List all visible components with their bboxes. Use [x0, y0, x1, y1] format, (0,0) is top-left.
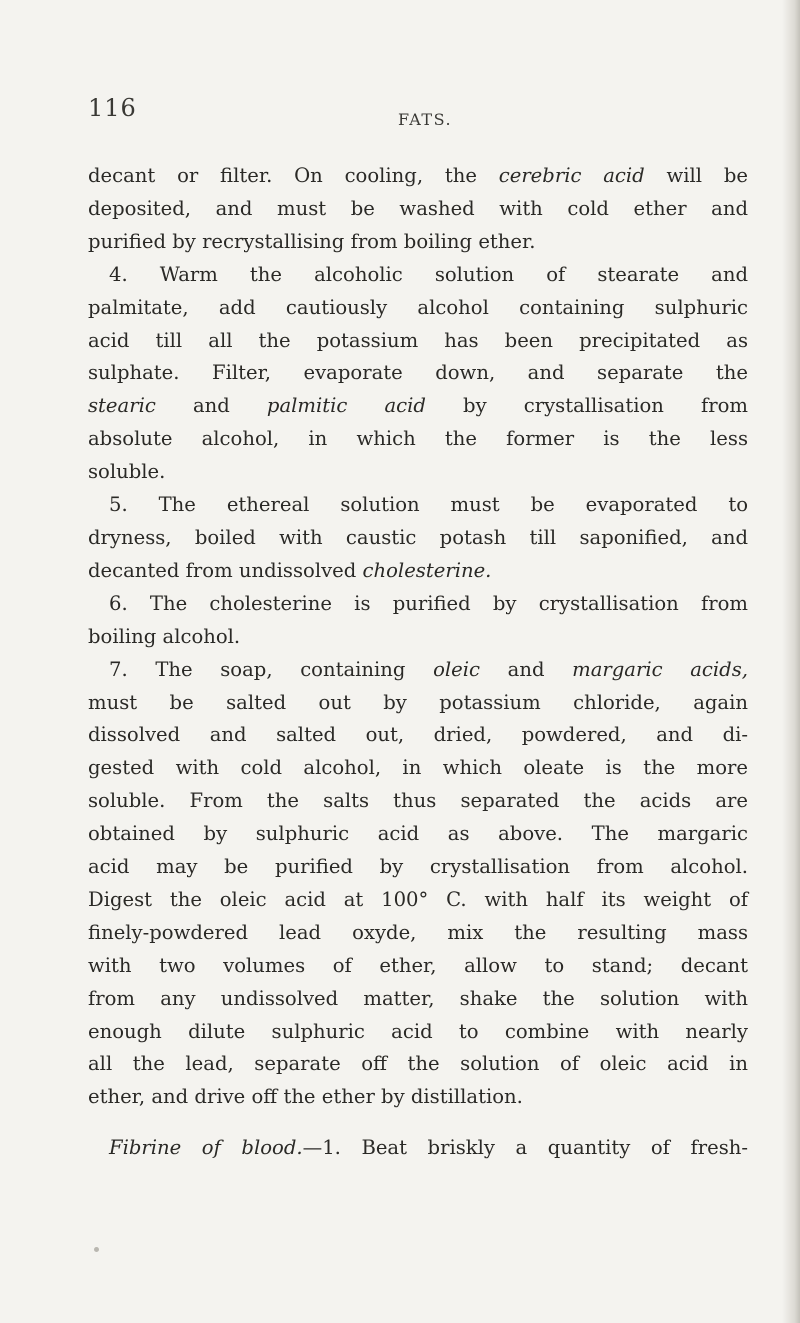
text-line: [88, 785, 748, 818]
italic-term: margaric acids,: [572, 657, 748, 681]
text-line: [88, 357, 748, 390]
text-line: [88, 259, 748, 292]
text-line: [88, 752, 748, 785]
text-run: acid till all the potassium has been precipitated as: [88, 328, 748, 352]
page-number: 116: [88, 94, 137, 122]
text-run: purified by recrystallising from boiling ether.: [88, 229, 536, 253]
text-line: [88, 851, 748, 884]
text-line: [88, 687, 748, 720]
text-line: [88, 1081, 748, 1114]
body-text: [88, 160, 748, 1165]
text-line: [88, 160, 748, 193]
text-run: palmitate, add cautiously alcohol containing sulphuric: [88, 295, 748, 319]
text-line: [88, 489, 748, 522]
text-line: [88, 588, 748, 621]
italic-term: Fibrine of blood.: [109, 1136, 303, 1160]
text-run: ether, and drive off the ether by distillation.: [88, 1085, 523, 1109]
text-run: with two volumes of ether, allow to stand; decant: [88, 953, 748, 977]
text-run: absolute alcohol, in which the former is the less: [88, 427, 748, 451]
text-run: sulphate. Filter, evaporate down, and separate the: [88, 361, 748, 385]
text-line: [88, 555, 748, 588]
paper-speck: [94, 1247, 99, 1252]
text-line: [88, 818, 748, 851]
text-run: 7. The soap, containing: [109, 657, 434, 681]
text-run: all the lead, separate off the solution of oleic acid in: [88, 1052, 748, 1076]
text-run: obtained by sulphuric acid as above. The margaric: [88, 822, 748, 846]
text-run: 4. Warm the alcoholic solution of stearate and: [109, 262, 748, 286]
text-line: [88, 423, 748, 456]
text-run: dryness, boiled with caustic potash till saponified, and: [88, 525, 748, 549]
text-line: [88, 456, 748, 489]
text-run: enough dilute sulphuric acid to combine with nearly: [88, 1019, 748, 1043]
text-line: [88, 917, 748, 950]
page-edge-shadow: [782, 0, 800, 1323]
italic-term: cholesterine.: [362, 558, 492, 582]
text-line: [88, 1048, 748, 1081]
text-line: [88, 1016, 748, 1049]
text-run: soluble. From the salts thus separated the acids are: [88, 789, 748, 813]
text-line: [88, 1132, 748, 1165]
text-line: [88, 193, 748, 226]
text-run: and: [155, 394, 267, 418]
text-run: gested with cold alcohol, in which oleate is the more: [88, 756, 748, 780]
text-run: finely-powdered lead oxyde, mix the resulting mass: [88, 920, 748, 944]
text-run: 5. The ethereal solution must be evaporated to: [109, 493, 748, 517]
text-line: [88, 719, 748, 752]
text-run: by crystallisation from: [425, 394, 748, 418]
text-run: decant or filter. On cooling, the: [88, 164, 499, 187]
text-run: must be salted out by potassium chloride, again: [88, 690, 748, 714]
text-run: boiling alcohol.: [88, 624, 241, 648]
text-line: [88, 983, 748, 1016]
text-line: [88, 226, 748, 259]
italic-term: oleic: [433, 657, 481, 681]
text-run: dissolved and salted out, dried, powdered, and di-: [88, 723, 748, 747]
text-line: [88, 390, 748, 423]
text-line: [88, 325, 748, 358]
text-line: [88, 621, 748, 654]
text-run: acid may be purified by crystallisation from alcohol.: [88, 855, 748, 879]
text-line: [88, 654, 748, 687]
running-head: FATS.: [398, 110, 453, 129]
text-run: —1. Beat briskly a quantity of fresh-: [302, 1136, 748, 1160]
text-run: Digest the oleic acid at 100° C. with half its weight of: [88, 887, 748, 911]
text-line: [88, 950, 748, 983]
section-gap: [88, 1114, 748, 1132]
text-run: and: [480, 657, 573, 681]
italic-term: cerebric acid: [498, 164, 645, 187]
text-run: deposited, and must be washed with cold ether and: [88, 196, 748, 220]
text-run: 6. The cholesterine is purified by crystallisation from: [109, 591, 748, 615]
text-run: from any undissolved matter, shake the solution with: [88, 986, 748, 1010]
italic-term: stearic: [88, 394, 156, 418]
italic-term: palmitic acid: [266, 394, 426, 418]
text-run: will be: [644, 164, 749, 187]
text-line: [88, 522, 748, 555]
text-run: soluble.: [88, 460, 166, 484]
text-line: [88, 292, 748, 325]
text-line: [88, 884, 748, 917]
text-run: decanted from undissolved: [88, 558, 363, 582]
